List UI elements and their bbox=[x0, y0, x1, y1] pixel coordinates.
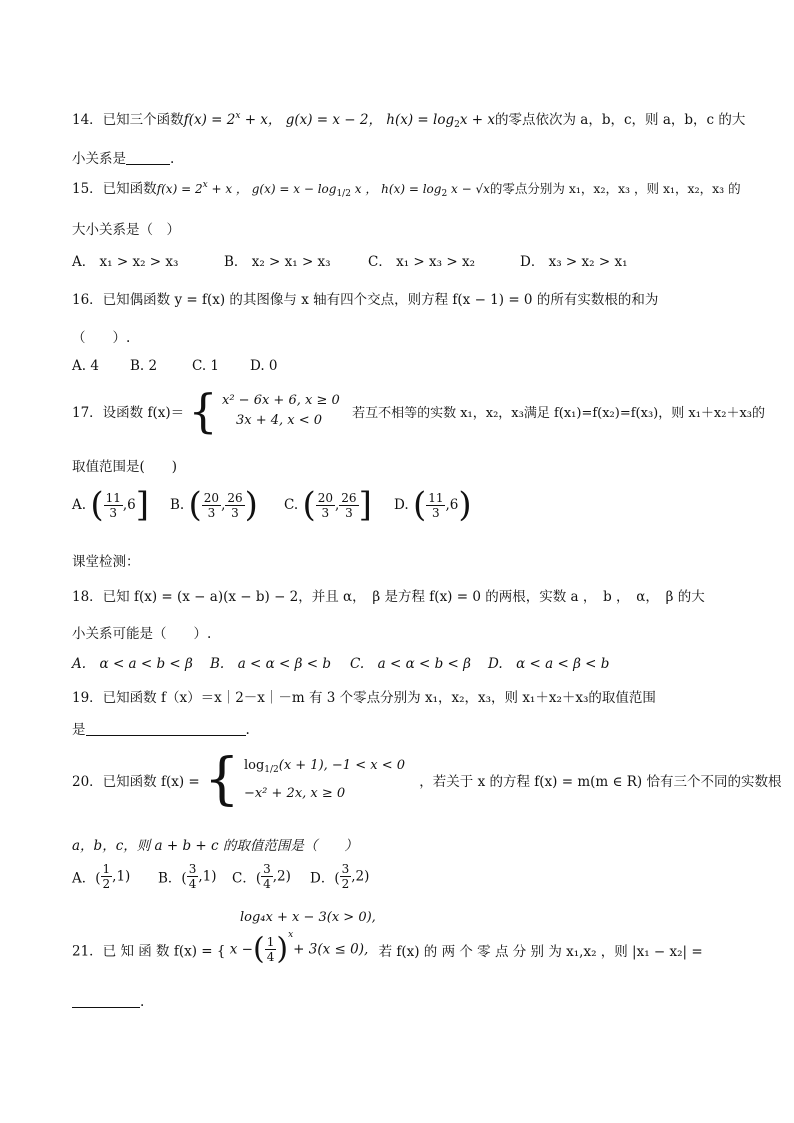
q17-b-label: B. bbox=[170, 497, 185, 513]
q17-c-den1: 3 bbox=[321, 505, 330, 520]
q20-case1-row bbox=[244, 754, 405, 782]
q15-line1 bbox=[72, 177, 741, 199]
q20-line1 bbox=[72, 747, 782, 812]
q17-b-comma: , bbox=[221, 497, 226, 513]
q16-line2: （ ）. bbox=[72, 330, 131, 346]
q17-b-num1: 20 bbox=[203, 490, 220, 505]
q15-prefix: 15．已知函数 bbox=[72, 181, 157, 197]
q19-line2 bbox=[72, 718, 250, 738]
q20-a-num: 1 bbox=[102, 862, 111, 876]
q17-c-num1: 20 bbox=[317, 490, 333, 505]
q17-b-num2: 26 bbox=[227, 490, 243, 505]
q17-c-num2: 26 bbox=[341, 490, 357, 505]
q16-line1: 16．已知偶函数 y = f(x) 的其图像与 x 轴有四个交点，则方程 f(x − 1) = 0 的所有实数根的和为 bbox=[72, 292, 659, 308]
q14-h-sub: 2 bbox=[454, 120, 460, 130]
q17-d-rest: ,6 bbox=[445, 497, 459, 513]
q17-case1: x² − 6x + 6, x ≥ 0 bbox=[222, 393, 340, 408]
q17-option-d[interactable] bbox=[394, 485, 472, 525]
q21-num: 1 bbox=[266, 935, 275, 949]
q20-c-rest: ,2) bbox=[272, 868, 291, 885]
q20-b-frac bbox=[187, 862, 199, 891]
q17-option-c[interactable] bbox=[284, 485, 372, 525]
q20-c-den: 4 bbox=[263, 877, 271, 891]
q20-d-rest: ,2) bbox=[351, 868, 370, 885]
q14-h: h(x) = log bbox=[382, 112, 455, 128]
q15-option-d[interactable]: D． x₃ > x₂ > x₁ bbox=[520, 254, 628, 270]
q16-option-b[interactable]: B. 2 bbox=[130, 358, 158, 374]
q15-h: h(x) = log bbox=[377, 182, 442, 196]
q14-f-exp: x bbox=[235, 111, 241, 121]
q20-case1-sub: 1/2 bbox=[264, 765, 279, 775]
q18-line2: 小关系可能是（ ）. bbox=[72, 626, 212, 642]
q14-h-tail: x + x bbox=[459, 112, 495, 128]
q14-prefix: 14．已知三个函数 bbox=[72, 112, 184, 128]
q15-g-tail: x ， bbox=[350, 182, 378, 196]
q19-line2-end: . bbox=[245, 722, 250, 738]
q20-option-b[interactable] bbox=[158, 862, 216, 891]
q19-answer-blank[interactable] bbox=[86, 723, 246, 736]
q21-paren-close: ) bbox=[276, 931, 289, 967]
q20-options bbox=[72, 862, 412, 898]
q14-line2-text: 小关系是 bbox=[72, 151, 126, 167]
q18-option-b[interactable]: B. a < α < β < b bbox=[210, 656, 332, 672]
section-label: 课堂检测： bbox=[72, 554, 140, 570]
q20-d-num: 3 bbox=[341, 862, 350, 876]
q17-a-frac bbox=[104, 491, 123, 520]
q17-piecewise bbox=[188, 384, 340, 438]
q17-c-den2: 3 bbox=[345, 505, 353, 520]
q20-option-d[interactable] bbox=[310, 862, 369, 891]
q17-prefix: 17．设函数 f(x)＝ bbox=[72, 405, 185, 421]
q19-line1: 19．已知函数 f（x）＝x｜2－x｜－m 有 3 个零点分别为 x₁，x₂，x₃，则 x₁＋x₂＋x₃的取值范围 bbox=[72, 690, 656, 706]
q20-d-label: D．( bbox=[310, 870, 340, 887]
q20-a-den: 2 bbox=[102, 877, 111, 891]
q15-h-sub: 2 bbox=[441, 189, 448, 199]
q14-f-tail: + x， bbox=[240, 112, 282, 128]
q20-d-frac bbox=[340, 862, 352, 891]
q21-case1: log₄x + x − 3(x > 0), bbox=[240, 910, 376, 925]
q17-d-frac bbox=[426, 491, 445, 520]
q21-line1 bbox=[72, 930, 722, 970]
q20-a-frac bbox=[101, 862, 113, 891]
q20-case1: log bbox=[243, 758, 265, 773]
q21-suffix: 若 f(x) 的 两 个 零 点 分 别 为 x₁,x₂ ，则 |x₁ − x₂| = bbox=[378, 943, 703, 960]
q15-suffix: 的零点分别为 x₁，x₂，x₃ ，则 x₁，x₂，x₃ 的 bbox=[489, 181, 741, 196]
q21-exp: x bbox=[288, 930, 294, 940]
q21-case2-tail: + 3(x ≤ 0), bbox=[293, 941, 369, 958]
q20-a-rest: ,1) bbox=[112, 868, 131, 885]
q17-b-close: ) bbox=[244, 485, 258, 525]
q17-a-close: ] bbox=[135, 485, 150, 525]
q17-c-frac2 bbox=[339, 491, 358, 520]
q17-d-open: ( bbox=[412, 485, 427, 525]
q20-c-frac bbox=[261, 862, 273, 891]
q20-b-den: 4 bbox=[188, 877, 197, 891]
q20-b-label: B．( bbox=[158, 870, 187, 887]
q19-line2-text: 是 bbox=[72, 722, 86, 738]
q17-case2: 3x + 4, x < 0 bbox=[236, 413, 323, 428]
q20-option-a[interactable] bbox=[72, 862, 130, 891]
q17-a-label: A. bbox=[72, 497, 87, 513]
q21-paren-open: ( bbox=[253, 931, 265, 967]
q17-options bbox=[72, 485, 492, 532]
q17-suffix: 若互不相等的实数 x₁，x₂，x₃满足 f(x₁)=f(x₂)=f(x₃)，则 x₁＋x₂＋x₃的 bbox=[352, 405, 765, 421]
q20-suffix: ，若关于 x 的方程 f(x) = m(m ∈ R) 恰有三个不同的实数根 bbox=[419, 774, 782, 790]
left-brace-icon: { bbox=[204, 747, 240, 812]
q21-answer-blank[interactable] bbox=[72, 995, 140, 1008]
q15-h-tail: x − √x bbox=[447, 182, 490, 196]
q20-d-den: 2 bbox=[341, 877, 350, 891]
q14-f: f(x) = 2 bbox=[183, 112, 236, 128]
q17-c-label: C. bbox=[284, 497, 299, 513]
q15-line2: 大小关系是（ ） bbox=[72, 222, 180, 238]
q17-b-den2: 3 bbox=[231, 505, 239, 520]
left-brace-icon: { bbox=[188, 384, 218, 438]
q17-b-den1: 3 bbox=[207, 505, 216, 520]
q14-g: g(x) = x − 2， bbox=[281, 112, 382, 128]
q15-g-sub: 1/2 bbox=[336, 189, 351, 199]
q21-line2-end: . bbox=[140, 994, 145, 1010]
q20-case1-tail: (x + 1), −1 < x < 0 bbox=[278, 758, 405, 773]
q17-b-frac1 bbox=[202, 491, 221, 520]
q17-c-close: ] bbox=[358, 485, 372, 525]
q16-option-c[interactable]: C. 1 bbox=[192, 358, 220, 374]
q15-option-b[interactable]: B． x₂ > x₁ > x₃ bbox=[224, 254, 331, 270]
q17-c-open: ( bbox=[302, 485, 316, 525]
q20-line2: a，b，c，则 a + b + c 的取值范围是（ ） bbox=[72, 838, 358, 854]
q17-c-comma: , bbox=[334, 497, 340, 513]
q17-a-rest: ,6 bbox=[122, 497, 136, 513]
q18-option-a[interactable]: A. α < a < b < β bbox=[72, 656, 193, 672]
q17-b-open: ( bbox=[188, 485, 202, 525]
q18-option-c[interactable]: C. a < α < b < β bbox=[350, 656, 471, 672]
q21-line2 bbox=[72, 994, 144, 1010]
q15-f-tail: + x ， bbox=[207, 182, 248, 196]
q17-line2: 取值范围是( ) bbox=[72, 459, 178, 475]
q17-d-label: D. bbox=[394, 497, 409, 513]
q17-c-frac1 bbox=[316, 491, 335, 520]
q14-line2 bbox=[72, 147, 174, 167]
q20-prefix: 20．已知函数 f(x) = bbox=[72, 774, 200, 790]
q15-option-a[interactable]: A． x₁ > x₂ > x₃ bbox=[72, 254, 179, 270]
q17-option-b[interactable] bbox=[170, 485, 258, 525]
q20-piecewise bbox=[204, 747, 405, 812]
q21-den: 4 bbox=[266, 950, 275, 964]
q15-f-exp: x bbox=[202, 180, 208, 190]
q20-a-label: A．( bbox=[72, 870, 101, 887]
q20-c-label: C．( bbox=[232, 870, 262, 887]
q17-d-den: 3 bbox=[432, 505, 440, 520]
q17-a-open: ( bbox=[90, 485, 104, 525]
q21-prefix: 21．已 知 函 数 f(x) = { bbox=[72, 943, 226, 960]
q20-b-num: 3 bbox=[188, 862, 197, 876]
q14-suffix: 的零点依次为 a，b，c，则 a，b，c 的大 bbox=[494, 112, 746, 128]
q20-b-rest: ,1) bbox=[198, 868, 217, 885]
q15-option-c[interactable]: C． x₁ > x₃ > x₂ bbox=[368, 254, 475, 270]
q16-option-d[interactable]: D. 0 bbox=[250, 358, 278, 374]
q21-case2-a: x − bbox=[229, 941, 253, 958]
q20-case2: −x² + 2x, x ≥ 0 bbox=[243, 786, 346, 801]
q17-a-den: 3 bbox=[109, 505, 118, 520]
q17-b-frac2 bbox=[225, 491, 244, 520]
q17-a-num: 11 bbox=[105, 490, 121, 505]
q14-answer-blank[interactable] bbox=[126, 152, 170, 165]
q20-option-c[interactable] bbox=[232, 862, 291, 891]
q14-line1 bbox=[72, 108, 745, 130]
q20-c-num: 3 bbox=[263, 862, 271, 876]
q14-line2-end: . bbox=[170, 151, 175, 167]
q21-frac bbox=[265, 935, 277, 964]
q17-d-close: ) bbox=[458, 485, 472, 525]
q18-line1: 18．已知 f(x) = (x − a)(x − b) − 2，并且 α， β 是方程 f(x) = 0 的两根，实数 a ， b ， α， β 的大 bbox=[72, 589, 705, 605]
q18-option-d[interactable]: D. α < a < β < b bbox=[488, 656, 610, 672]
q17-option-a[interactable] bbox=[72, 485, 150, 525]
q17-line1 bbox=[72, 384, 765, 438]
q16-option-a[interactable]: A. 4 bbox=[72, 358, 99, 374]
q17-d-num: 11 bbox=[428, 490, 444, 505]
q15-f: f(x) = 2 bbox=[156, 182, 203, 196]
q15-g: g(x) = x − log bbox=[247, 182, 337, 196]
